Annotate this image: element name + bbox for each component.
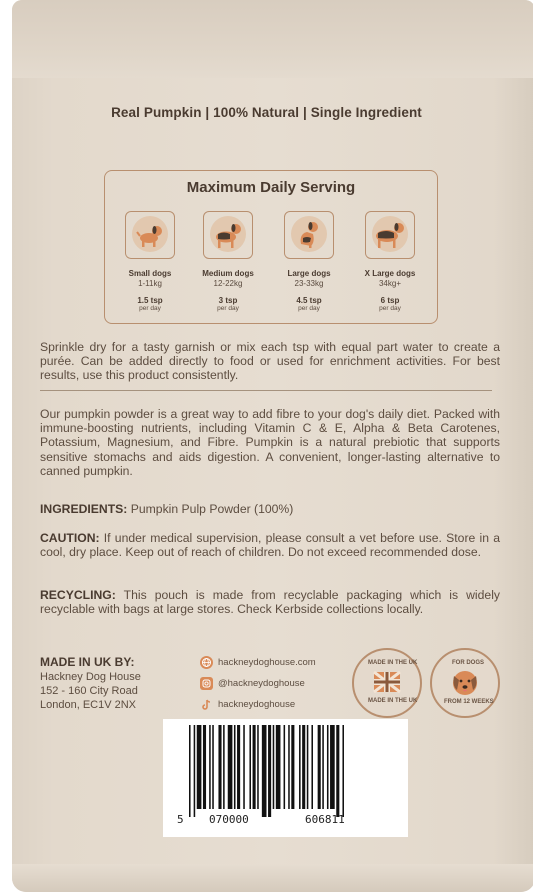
divider: [40, 390, 492, 391]
dog-weight: 34kg+: [378, 279, 402, 288]
tiktok-icon: [200, 698, 213, 711]
dog-card: [284, 211, 334, 259]
pouch-bottom: [12, 864, 533, 892]
barcode-bar: [218, 725, 221, 809]
dog-per-day: per day: [217, 305, 239, 312]
dog-icon: [210, 216, 246, 252]
instagram-icon: [200, 677, 213, 690]
ingredients-text: [40, 502, 500, 516]
dog-size-name: Medium dogs: [202, 269, 254, 278]
barcode-bar: [268, 725, 271, 817]
barcode-bar: [299, 725, 301, 809]
barcode-digits-left: 070000: [209, 813, 249, 826]
dog-card: [125, 211, 175, 259]
serving-panel: [104, 170, 438, 324]
caution-text: [40, 531, 500, 559]
for-dogs-badge: [430, 648, 500, 718]
dog-size-name: Small dogs: [128, 269, 172, 278]
barcode-bar: [327, 725, 329, 809]
barcode-bar: [284, 725, 286, 809]
recycling-label: RECYCLING:: [40, 588, 116, 602]
ingredients-label: INGREDIENTS:: [40, 502, 128, 516]
dog-tsp: 3 tsp: [218, 296, 238, 305]
barcode-bar: [318, 725, 321, 809]
barcode-bar: [209, 725, 211, 809]
barcode-bar: [234, 725, 236, 809]
dog-tsp: 1.5 tsp: [137, 296, 163, 305]
dog-icon: [132, 216, 168, 252]
barcode-bar: [311, 725, 313, 809]
dog-tsp: 4.5 tsp: [296, 296, 322, 305]
serving-title: Maximum Daily Serving: [186, 179, 356, 196]
serving-small-dogs: [117, 211, 183, 312]
badge-dogs-bottom: FROM 12 WEEKS: [444, 699, 494, 705]
serving-large-dogs: [276, 211, 342, 312]
barcode-digits-right: 606811: [305, 813, 345, 826]
barcode-digit-first: 5: [177, 813, 184, 826]
dog-icon: [372, 216, 408, 252]
barcode-bar: [330, 725, 335, 809]
instagram-link[interactable]: @hackneydoghouse: [218, 678, 305, 689]
barcode-bar: [228, 725, 233, 809]
made-in-uk-badge: [352, 648, 422, 718]
maker-line: London, EC1V 2NX: [40, 699, 137, 711]
barcode-bar: [223, 725, 225, 809]
barcode-bar: [291, 725, 294, 809]
dog-card: [203, 211, 253, 259]
badge-uk-top: MADE IN THE UK: [368, 660, 418, 666]
pouch-seal: [12, 0, 533, 78]
serving-x-large-dogs: [357, 211, 423, 312]
dog-per-day: per day: [139, 305, 161, 312]
barcode-bar: [257, 725, 259, 809]
barcode-bar: [243, 725, 245, 809]
barcode-bar: [262, 725, 267, 817]
caution-label: CAUTION:: [40, 531, 100, 545]
barcode-bar: [342, 725, 344, 817]
barcode-bar: [276, 725, 281, 809]
badge-uk-bottom: MADE IN THE UK: [368, 698, 418, 704]
barcode-bar: [212, 725, 214, 809]
usage-text: Sprinkle dry for a tasty garnish or mix each tsp with equal part water to create a purée. Can be added directly to food or used for enrichment activities. For best results, use this product consistently.: [40, 340, 500, 383]
dog-weight: 12-22kg: [213, 279, 243, 288]
badge-dogs-top: FOR DOGS: [452, 660, 485, 666]
maker-title: MADE IN UK BY:: [40, 655, 135, 669]
barcode: [163, 719, 408, 837]
barcode-bar: [288, 725, 290, 809]
dog-per-day: per day: [298, 305, 320, 312]
barcode-bar: [322, 725, 324, 809]
dog-tsp: 6 tsp: [380, 296, 400, 305]
dog-size-name: X Large dogs: [364, 269, 416, 278]
barcode-bar: [203, 725, 206, 809]
maker-line: 152 - 160 City Road: [40, 685, 138, 697]
dog-per-day: per day: [379, 305, 401, 312]
barcode-bar: [194, 725, 196, 817]
barcode-bar: [189, 725, 191, 817]
serving-medium-dogs: [195, 211, 261, 312]
dog-weight: 23-33kg: [294, 279, 324, 288]
barcode-bar: [249, 725, 251, 809]
caution-value: If under medical supervision, please consult a vet before use. Store in a cool, dry place. Keep out of reach of children. Do not exceed recommended dose.: [40, 531, 500, 560]
barcode-bar: [253, 725, 256, 809]
description-text: Our pumpkin powder is a great way to add fibre to your dog's daily diet. Packed with immune-boosting nutrients, including Vitamin C & E, Alpha & Beta Carotenes, Potassium, Magnesium, and Fibre. Pumpkin is a natural prebiotic that supports sensitive stomachs and aids digestion. A convenient, longer-lasting alternative to canned pumpkin.: [40, 407, 500, 478]
ingredients-value: Pumpkin Pulp Powder (100%): [127, 502, 294, 516]
recycling-value: This pouch is made from recyclable packaging which is widely recyclable with bags at large stores. Check Kerbside collections locally.: [40, 588, 500, 617]
dog-weight: 1-11kg: [138, 279, 162, 288]
dog-card: [365, 211, 415, 259]
maker-line: Hackney Dog House: [40, 671, 141, 683]
barcode-bars: [163, 725, 408, 817]
barcode-bar: [197, 725, 202, 809]
dog-icon: [291, 216, 327, 252]
globe-icon: [200, 656, 213, 669]
barcode-bar: [302, 725, 305, 809]
recycling-text: [40, 588, 500, 616]
barcode-bar: [307, 725, 309, 809]
barcode-bar: [273, 725, 275, 809]
barcode-bar: [336, 725, 339, 817]
website-link[interactable]: hackneydoghouse.com: [218, 657, 316, 668]
tiktok-link[interactable]: hackneydoghouse: [218, 699, 296, 710]
barcode-bar: [237, 725, 240, 809]
dog-size-name: Large dogs: [287, 269, 331, 278]
tagline: Real Pumpkin | 100% Natural | Single Ingredient: [111, 105, 422, 120]
